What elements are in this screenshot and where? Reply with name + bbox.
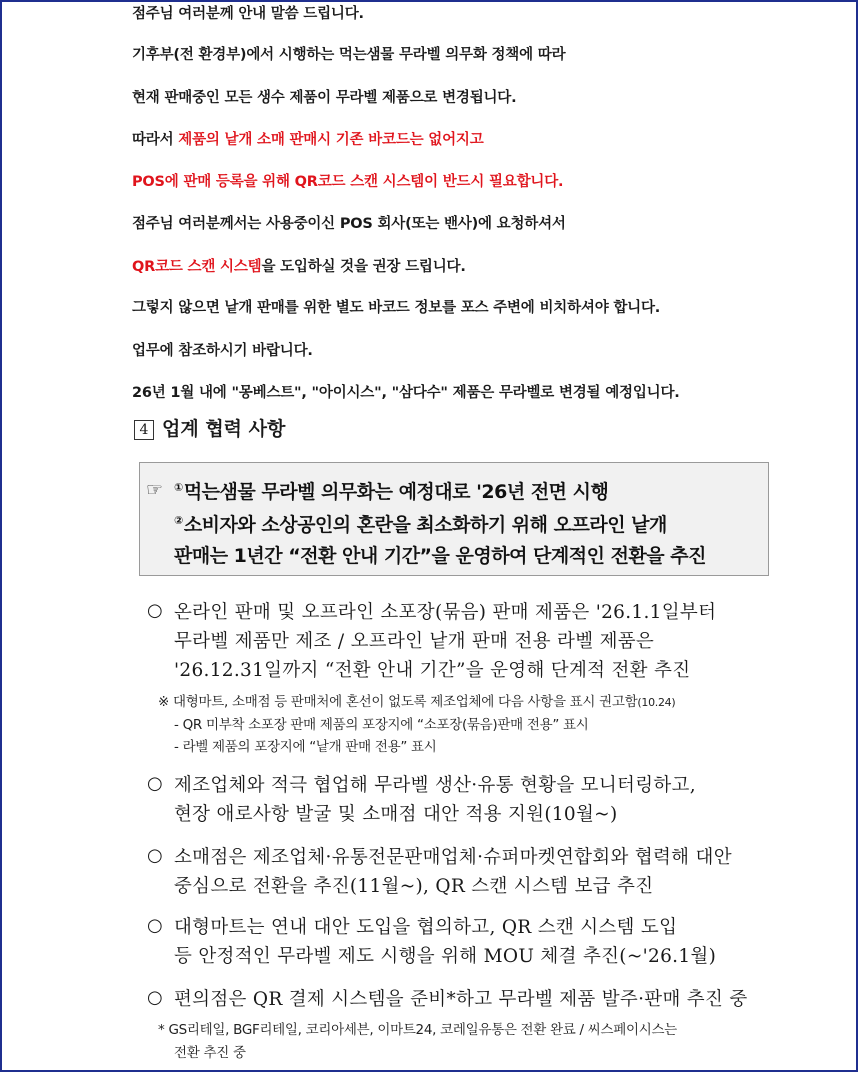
bullet-4-line-2: 등 안정적인 무라벨 제도 시행을 위해 MOU 체결 추진(~'26.1월) [174, 946, 717, 967]
bullet-2-line-2: 현장 애로사항 발굴 및 소매점 대안 적용 지원(10월~) [174, 804, 618, 825]
summary-box [139, 462, 769, 576]
bullet-5-line-1: 편의점은 QR 결제 시스템을 준비*하고 무라벨 제품 발주·판매 추진 중 [174, 989, 748, 1010]
notice-text: 현재 판매중인 모든 생수 제품이 무라벨 제품으로 변경됩니다. [132, 90, 517, 106]
bullet-marker: ○ [147, 600, 163, 621]
notice-text: 업무에 참조하시기 바랍니다. [132, 343, 313, 359]
asterisk-mark: * [158, 1022, 165, 1038]
pointing-hand-icon: ☞ [146, 479, 164, 501]
notice-highlight-text: QR코드 스캔 시스템 [132, 259, 262, 275]
bullet-1-line-1: 온라인 판매 및 오프라인 소포장(묶음) 판매 제품은 '26.1.1일부터 [174, 602, 717, 623]
section-number: 4 [134, 420, 154, 440]
bullet-3-line-2: 중심으로 전환을 추진(11월~), QR 스캔 시스템 보급 추진 [174, 876, 654, 897]
notice-text: 기후부(전 환경부)에서 시행하는 먹는샘물 무라벨 의무화 정책에 따라 [132, 47, 566, 63]
bullet-1-line-3: '26.12.31일까지 “전환 안내 기간”을 운영해 단계적 전환 추진 [174, 660, 691, 681]
bullet-marker: ○ [147, 915, 163, 936]
notice-text: 점주님 여러분께서는 사용중이신 POS 회사(또는 밴사)에 요청하셔서 [132, 216, 566, 232]
bullet-marker: ○ [147, 845, 163, 866]
notice-text: 점주님 여러분께 안내 말씀 드립니다. [132, 6, 364, 22]
bullet-1-line-2: 무라벨 제품만 제조 / 오프라인 낱개 판매 전용 라벨 제품은 [174, 631, 655, 652]
notice-highlight-text: 제품의 낱개 소매 판매시 기존 바코드는 없어지고 [178, 132, 484, 148]
bullet-marker: ○ [147, 987, 163, 1008]
summary-line-3 [174, 541, 706, 568]
summary-line-1 [174, 477, 608, 504]
bullet-3-line-1: 소매점은 제조업체·유통전문판매업체·슈퍼마켓연합회와 협력해 대안 [174, 847, 732, 868]
note-1-sub-2: - 라벨 제품의 포장지에 “낱개 판매 전용” 표시 [174, 739, 437, 755]
summary-text: 먹는샘물 무라벨 의무화는 예정대로 '26년 전면 시행 [183, 481, 609, 503]
reference-mark: ※ [158, 694, 170, 710]
notice-text: 26년 1월 내에 "몽베스트", "아이시스", "삼다수" 제품은 무라벨로 변경될 예정입니다. [132, 385, 680, 401]
circled-number-2: ② [174, 514, 183, 527]
notice-highlight-text: POS에 판매 등록을 위해 QR코드 스캔 시스템이 반드시 필요합니다. [132, 174, 564, 190]
circled-number-1: ① [174, 481, 183, 494]
note-text: 대형마트, 소매점 등 판매처에 혼선이 없도록 제조업체에 다음 사항을 표시 권고함 [173, 694, 638, 710]
summary-text: 소비자와 소상공인의 혼란을 최소화하기 위해 오프라인 낱개 [183, 514, 667, 536]
bullet-2-line-1: 제조업체와 적극 협업해 무라벨 생산·유통 현황을 모니터링하고, [174, 775, 696, 796]
note-2-line-1 [158, 1018, 677, 1038]
section-title: 업계 협력 사항 [162, 418, 286, 440]
section-heading [134, 414, 285, 441]
note-1-sub-1: - QR 미부착 소포장 판매 제품의 포장지에 “소포장(묶음)판매 전용” 표시 [174, 717, 589, 733]
bullet-4-line-1: 대형마트는 연내 대안 도입을 협의하고, QR 스캔 시스템 도입 [174, 917, 678, 938]
bullet-marker: ○ [147, 773, 163, 794]
note-text: GS리테일, BGF리테일, 코리아세븐, 이마트24, 코레일유통은 전환 완료 / 씨스페이시스는 [168, 1022, 677, 1038]
notice-text: 따라서 [132, 132, 179, 148]
notice-text: 을 도입하실 것을 권장 드립니다. [261, 259, 466, 275]
summary-line-2 [174, 510, 667, 537]
summary-text: 판매는 1년간 “전환 안내 기간”을 운영하여 단계적인 전환을 추진 [174, 545, 706, 567]
notice-text: 그렇지 않으면 낱개 판매를 위한 별도 바코드 정보를 포스 주변에 비치하셔야 합니다. [132, 300, 661, 316]
note-1-main [158, 690, 675, 710]
note-date: (10.24) [637, 696, 676, 709]
note-2-line-2: 전환 추진 중 [174, 1045, 246, 1061]
